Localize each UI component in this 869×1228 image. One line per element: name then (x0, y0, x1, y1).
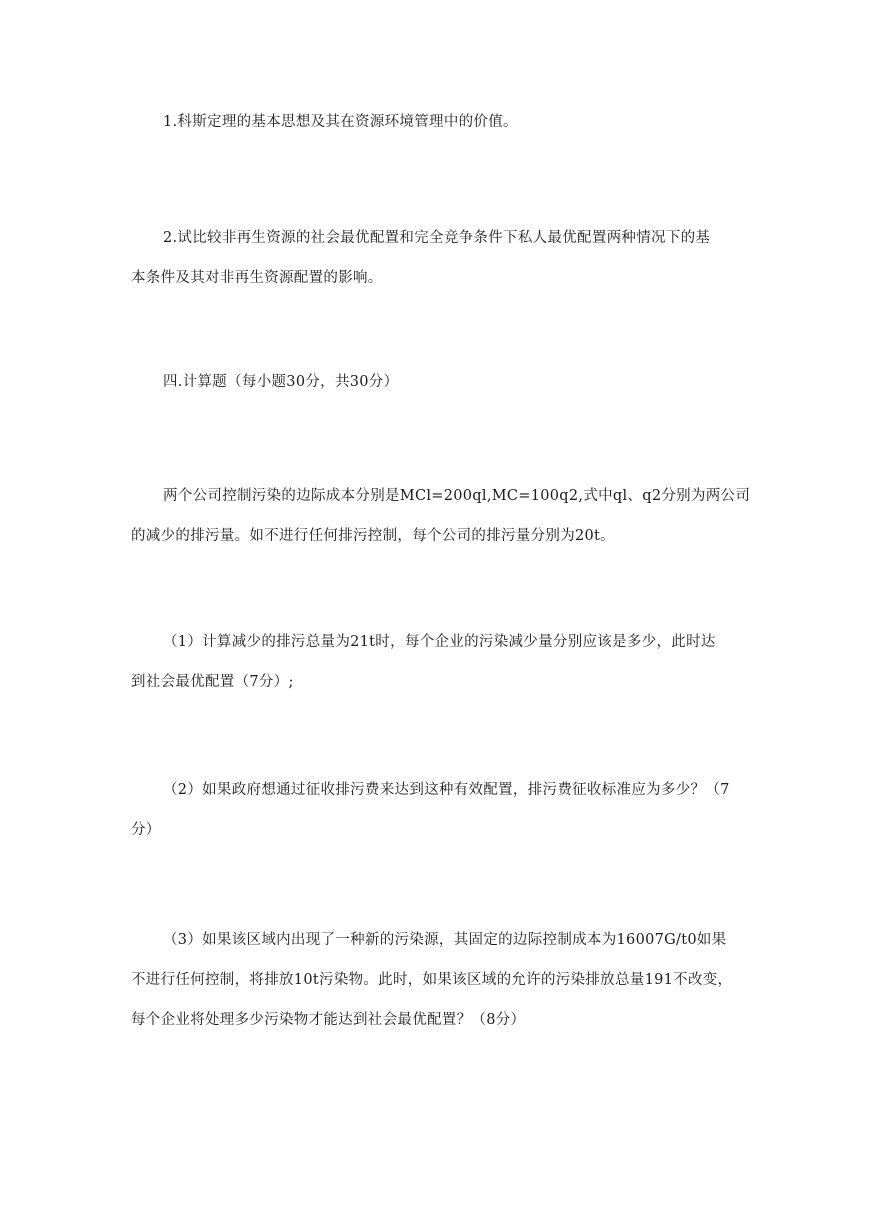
section-4-heading (131, 362, 753, 402)
sub-question-3 (131, 920, 753, 1040)
sub-question-1 (131, 622, 753, 702)
sub-question-2-line-1: （2）如果政府想通过征收排污费来达到这种有效配置，排污费征收标准应为多少？（7 (163, 782, 730, 798)
question-2-line-2: 本条件及其对非再生资源配置的影响。 (131, 270, 383, 286)
problem-intro-line-1: 两个公司控制污染的边际成本分别是MCl=200ql,MC=100q2,式中ql、q2分别为两公司 (163, 488, 751, 504)
section-4-heading-text: 四.计算题（每小题30分，共30分） (163, 374, 399, 390)
sub-question-3-line-1: （3）如果该区域内出现了一种新的污染源，其固定的边际控制成本为16007G/t0如果 (163, 932, 727, 948)
question-1-text: 1.科斯定理的基本思想及其在资源环境管理中的价值。 (163, 114, 518, 130)
sub-question-2 (131, 770, 753, 850)
sub-question-1-line-1: （1）计算减少的排污总量为21t时，每个企业的污染减少量分别应该是多少，此时达 (163, 634, 716, 650)
sub-question-3-line-2: 不进行任何控制，将排放10t污染物。此时，如果该区域的允许的污染排放总量191不改变， (131, 972, 733, 988)
sub-question-2-line-2: 分） (131, 822, 161, 838)
question-2-line-1: 2.试比较非再生资源的社会最优配置和完全竞争条件下私人最优配置两种情况下的基 (163, 230, 711, 246)
question-1 (131, 102, 753, 142)
problem-intro (131, 476, 753, 556)
question-2 (131, 218, 753, 298)
sub-question-3-line-3: 每个企业将处理多少污染物才能达到社会最优配置？（8分） (131, 1012, 526, 1028)
problem-intro-line-2: 的减少的排污量。如不进行任何排污控制，每个公司的排污量分别为20t。 (131, 528, 615, 544)
sub-question-1-line-2: 到社会最优配置（7分）; (131, 674, 294, 690)
